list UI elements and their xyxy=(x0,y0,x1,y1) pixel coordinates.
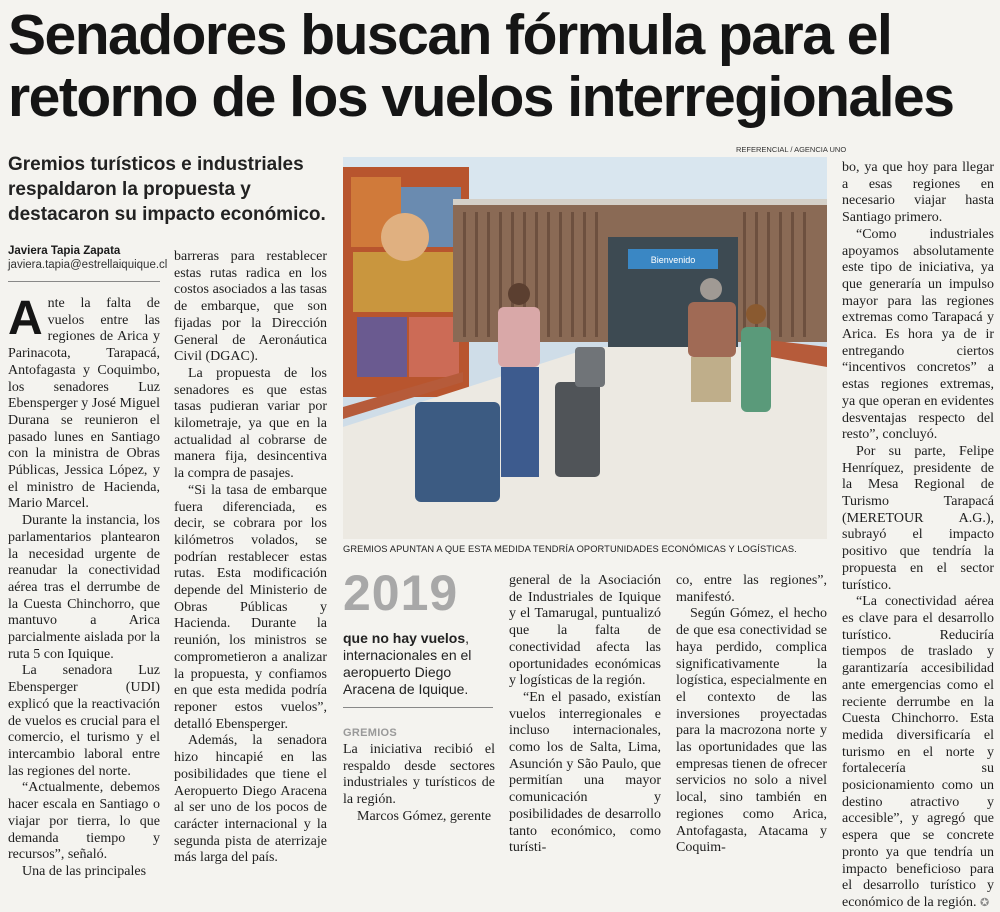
paragraph: “En el pasado, existían vuelos interregionales e incluso internacionales, como los de Salta, Lima, Asunción y São Paulo, que permitían una mayor comunicación y posibilidades de desarrollo tanto económico, como turísti- xyxy=(509,689,661,856)
paragraph: Por su parte, Felipe Henríquez, presidente de la Mesa Regional de Turismo Tarapacá (MERETOUR A.G.), subrayó el impacto positivo que tendría la propuesta en el sector turístico. xyxy=(842,443,994,593)
subheadline: Gremios turísticos e industriales respaldaron la propuesta y destacaron su impacto económico. xyxy=(8,154,326,225)
drop-cap: A xyxy=(8,292,43,345)
paragraph: Una de las principales xyxy=(22,863,147,879)
paragraph: “Actualmente, debemos hacer escala en Santiago o viajar por tierra, lo que demanda tiempo y recursos”, señaló. xyxy=(8,780,160,863)
stat-text-rest: , internacionales en el aeropuerto Diego Aracena de Iquique. xyxy=(343,630,472,697)
byline-divider xyxy=(8,281,160,282)
author-email: javiera.tapia@estrellaiquique.cl xyxy=(8,259,168,271)
paragraph: bo, ya que hoy para llegar a esas regiones en necesario viajar hasta Santiago primero. xyxy=(842,160,994,226)
paragraph: “Si la tasa de embarque fuera diferenciada, es decir, se cobrara por los kilómetros volados, se podrían restablecer estas rutas. Esta modificación depende del Ministerio de Obras Públicas y Hacienda. Durante la reunión, los ministros se comprometieron a analizar la propuesta, y confiamos en que esta medida podría reponer estos vuelos”, detalló Ebensperger. xyxy=(174,482,327,732)
terminal-sign: Bienvenido xyxy=(650,255,696,265)
photo-caption: GREMIOS APUNTAN A QUE ESTA MEDIDA TENDRÍA OPORTUNIDADES ECONÓMICAS Y LOGÍSTICAS. xyxy=(343,544,797,554)
stat-description xyxy=(343,630,493,698)
paragraph: Además, la senadora hizo hincapié en las posibilidades que tiene el Aeropuerto Diego Aracena al ser uno de los pocos de carácter internacional y la segunda pista de aterrizaje más larga del país. xyxy=(174,733,327,866)
headline: Senadores buscan fórmula para el retorno de los vuelos interregionales xyxy=(8,3,954,129)
paragraph: La iniciativa recibió el respaldo desde sectores industriales y turísticos de la región. xyxy=(343,742,495,808)
photo-credit: REFERENCIAL / AGENCIA UNO xyxy=(736,145,847,154)
sidebar-divider xyxy=(343,707,493,708)
paragraph xyxy=(842,594,994,911)
paragraph: co, entre las regiones”, manifestó. xyxy=(676,573,827,605)
paragraph: barreras para restablecer estas rutas radica en los costos asociados a las tasas de embarque, que son fijadas por la Dirección General de Aeronáutica Civil (DGAC). xyxy=(174,249,327,365)
paragraph-text: “La conectividad aérea es clave para el desarrollo turístico. Reduciría tiempos de traslado y garantizaría accesibilidad ante emergencias como el reciente derrumbe en la Cuesta Chinchorro. Esta medida diversificaría el turismo en el norte y fortalecería su posicionamiento como un destino atractivo y accesible”, y agregó que espera que se concrete pronto ya que tendría un impacto beneficioso para el desarrollo turístico y económico de la región. xyxy=(842,594,994,910)
section-kicker: GREMIOS xyxy=(343,727,398,739)
article-column-2 xyxy=(174,249,327,867)
paragraph: La propuesta de los senadores es que estas tasas pudieran variar por kilometraje, ya que en la actualidad al cobrarse de manera fija, desincentiva la compra de pasajes. xyxy=(174,365,327,482)
article-column-3 xyxy=(343,742,495,826)
airport-terminal-illustration xyxy=(343,157,827,539)
stat-number: 2019 xyxy=(343,565,459,621)
paragraph: general de la Asociación de Industriales de Iquique y el Tamarugal, puntualizó que la falta de conectividad afecta las oportunidades económicas y logísticas de la región. xyxy=(509,573,661,689)
end-mark-icon: ✪ xyxy=(980,895,990,909)
stat-text-bold: que no hay vuelos xyxy=(343,630,466,646)
paragraph: Según Gómez, el hecho de que esa conectividad se haya perdido, complica significativamente la logística, especialmente en el contexto de las inversiones proyectadas para la macrozona norte y las oportunidades que las empresas tienen de ofrecer servicios no solo a nivel local, sino también en regiones como Arica, Antofagasta, Atacama y Coquim- xyxy=(676,606,827,856)
paragraph: “Como industriales apoyamos absolutamente este tipo de iniciativa, ya que generaría un impulso mayor para las regiones extremas como Tarapacá y Arica. Es hora ya de ir entregando ciertos “incentivos concretos” a estas regiones extremas, ya que operan en evidentes desventajas respecto del resto”, concluyó. xyxy=(842,226,994,443)
paragraph: Marcos Gómez, gerente xyxy=(357,808,492,824)
article-column-4 xyxy=(509,573,661,857)
author-name: Javiera Tapia Zapata xyxy=(8,245,121,257)
paragraph: nte la falta de vuelos entre las regiones de Arica y Parinacota, Tarapacá, Antofagasta y Coquimbo, los senadores Luz Ebensperger y José Miguel Durana se reunieron el pasado lunes en Santiago con la ministra de Obras Públicas, Jessica López, y el ministro de Hacienda, Mario Marcel. xyxy=(8,296,160,512)
paragraph: La senadora Luz Ebensperger (UDI) explicó que la reactivación de vuelos es crucial para el comercio, el turismo y el intercambio laboral entre las regiones del norte. xyxy=(8,663,160,779)
article-column-5 xyxy=(676,573,827,857)
article-photo xyxy=(343,157,827,539)
paragraph: Durante la instancia, los parlamentarios plantearon la necesidad urgente de reanudar la conectividad aérea tras el derrumbe de la Cuesta Chinchorro, que mantuvo a Arica parcialmente aislada por la ruta 5 con Iquique. xyxy=(8,513,160,662)
article-column-1 xyxy=(8,292,160,881)
article-column-6 xyxy=(842,160,994,912)
